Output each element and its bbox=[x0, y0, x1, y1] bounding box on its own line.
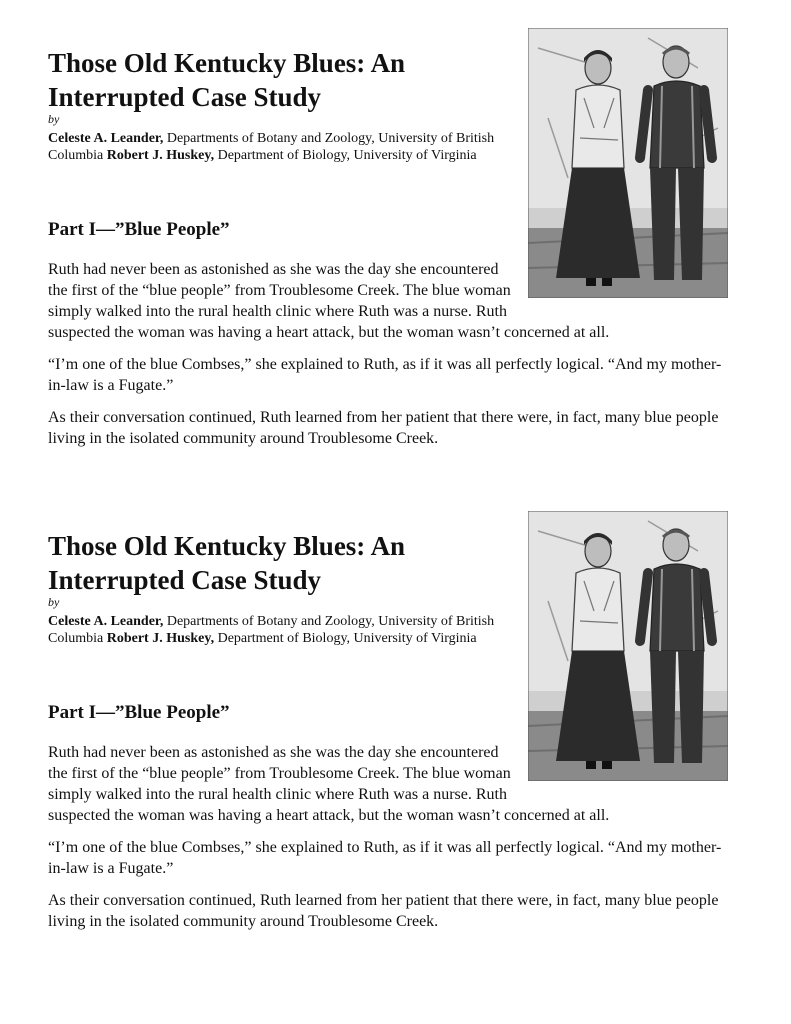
author-name: Celeste A. Leander, bbox=[48, 614, 164, 629]
couple-photo-image bbox=[528, 28, 728, 298]
case-title: Those Old Kentucky Blues: An Interrupted Case Study bbox=[48, 531, 406, 595]
author-affiliation: Department of Biology, University of Virginia bbox=[214, 631, 477, 646]
author-affiliation: Departments of Botany and Zoology, University of British Columbia bbox=[48, 131, 495, 163]
case-study-section-2 bbox=[0, 483, 791, 965]
author-affiliation: Departments of Botany and Zoology, University of British Columbia bbox=[48, 614, 495, 646]
part-heading: Part I—”Blue People” bbox=[48, 702, 230, 723]
author-name: Celeste A. Leander, bbox=[48, 131, 164, 146]
case-body bbox=[48, 259, 728, 460]
author-name: Robert J. Huskey, bbox=[106, 631, 215, 646]
couple-photo-image bbox=[528, 511, 728, 781]
case-study-section-1 bbox=[0, 0, 791, 482]
paragraph: As their conversation continued, Ruth learned from her patient that there were, in fact, many blue people living in the isolated community around Troublesome Creek. bbox=[48, 892, 719, 930]
paragraph: “I’m one of the blue Combses,” she explained to Ruth, as if it was all perfectly logical. “And my mother-in-law is a Fugate.” bbox=[48, 356, 722, 394]
case-title: Those Old Kentucky Blues: An Interrupted Case Study bbox=[48, 48, 406, 112]
author-name: Robert J. Huskey, bbox=[106, 148, 215, 163]
paragraph: Ruth had never been as astonished as she was the day she encountered the first of the “blue people” from Troublesome Creek. The blue woman simply walked into the rural health clinic where Ruth was a nurse. Ruth suspected the woman was having a heart attack, but the woman wasn’t concerned at all. bbox=[48, 261, 610, 341]
paragraph: Ruth had never been as astonished as she was the day she encountered the first of the “blue people” from Troublesome Creek. The blue woman simply walked into the rural health clinic where Ruth was a nurse. Ruth suspected the woman was having a heart attack, but the woman wasn’t concerned at all. bbox=[48, 744, 610, 824]
paragraph: As their conversation continued, Ruth learned from her patient that there were, in fact, many blue people living in the isolated community around Troublesome Creek. bbox=[48, 409, 719, 447]
part-heading: Part I—”Blue People” bbox=[48, 219, 230, 240]
author-credits bbox=[48, 613, 498, 647]
byline-label: by bbox=[48, 595, 60, 609]
author-credits bbox=[48, 130, 498, 164]
historical-photo bbox=[528, 28, 728, 298]
byline-label: by bbox=[48, 112, 60, 126]
paragraph: “I’m one of the blue Combses,” she explained to Ruth, as if it was all perfectly logical. “And my mother-in-law is a Fugate.” bbox=[48, 839, 722, 877]
author-affiliation: Department of Biology, University of Virginia bbox=[214, 148, 477, 163]
historical-photo bbox=[528, 511, 728, 781]
case-body bbox=[48, 742, 728, 943]
